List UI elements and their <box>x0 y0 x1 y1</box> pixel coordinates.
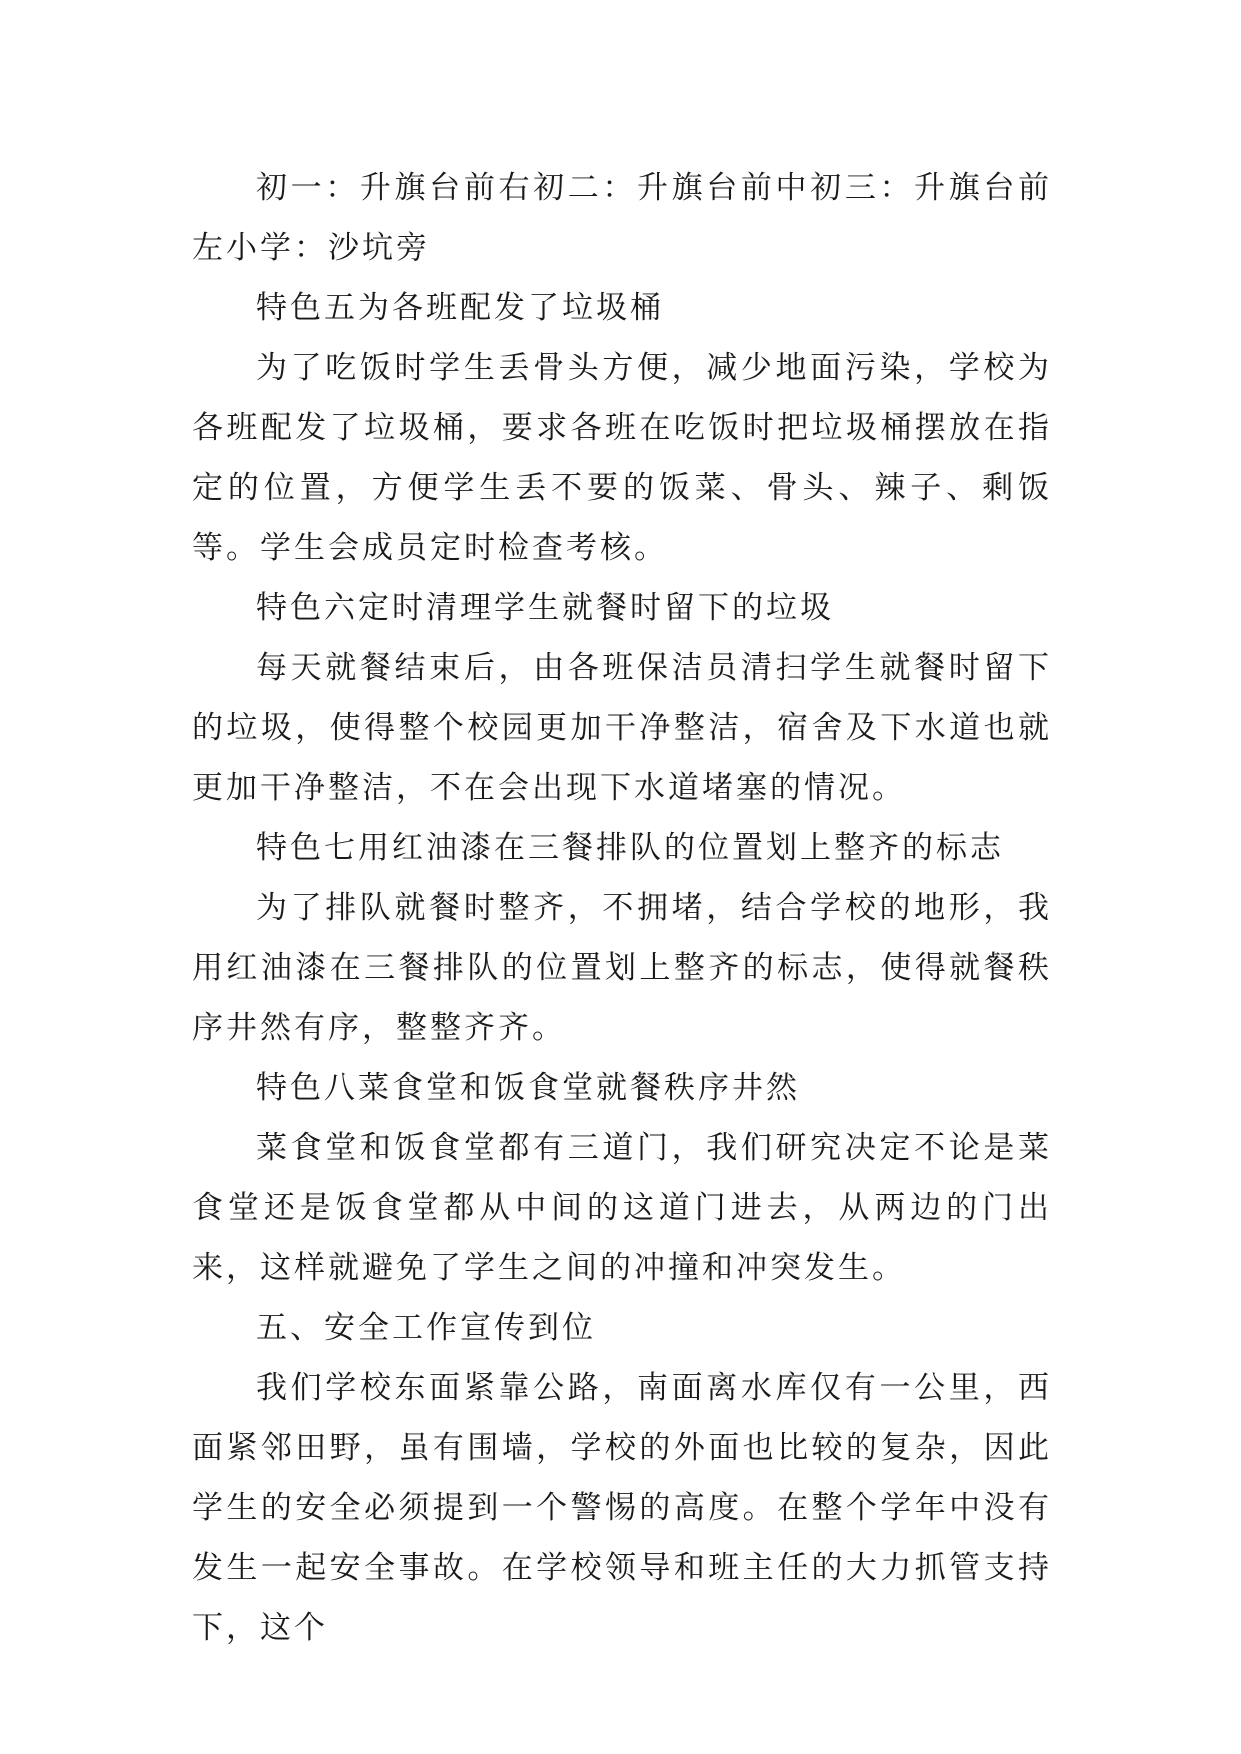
paragraph-feature-five: 为了吃饭时学生丢骨头方便，减少地面污染，学校为各班配发了垃圾桶，要求各班在吃饭时把垃圾桶摆放在指定的位置，方便学生丢不要的饭菜、骨头、辣子、剩饭等。学生会成员定时检查考核。 <box>192 350 1052 566</box>
paragraph-feature-six: 每天就餐结束后，由各班保洁员清扫学生就餐时留下的垃圾，使得整个校园更加干净整洁，宿舍及下水道也就更加干净整洁，不在会出现下水道堵塞的情况。 <box>192 650 1052 806</box>
heading-section-five-safety: 五、安全工作宣传到位 <box>256 1310 596 1346</box>
paragraph-feature-seven: 为了排队就餐时整齐，不拥堵，结合学校的地形，我用红油漆在三餐排队的位置划上整齐的标志，使得就餐秩序井然有序，整整齐齐。 <box>192 890 1052 1046</box>
heading-feature-seven: 特色七用红油漆在三餐排队的位置划上整齐的标志 <box>256 830 1004 866</box>
heading-feature-eight: 特色八菜食堂和饭食堂就餐秩序井然 <box>256 1070 800 1106</box>
paragraph-safety: 我们学校东面紧靠公路，南面离水库仅有一公里，西面紧邻田野，虽有围墙，学校的外面也比较的复杂，因此学生的安全必须提到一个警惕的高度。在整个学年中没有发生一起安全事故。在学校领导和班主任的大力抓管支持下，这个 <box>192 1370 1052 1646</box>
heading-feature-six: 特色六定时清理学生就餐时留下的垃圾 <box>256 590 834 626</box>
paragraph-feature-eight: 菜食堂和饭食堂都有三道门，我们研究决定不论是菜食堂还是饭食堂都从中间的这道门进去，从两边的门出来，这样就避免了学生之间的冲撞和冲突发生。 <box>192 1130 1052 1286</box>
document-page <box>192 158 1052 1658</box>
paragraph-location-list: 初一：升旗台前右初二：升旗台前中初三：升旗台前左小学：沙坑旁 <box>192 170 1052 266</box>
heading-feature-five: 特色五为各班配发了垃圾桶 <box>256 290 664 326</box>
